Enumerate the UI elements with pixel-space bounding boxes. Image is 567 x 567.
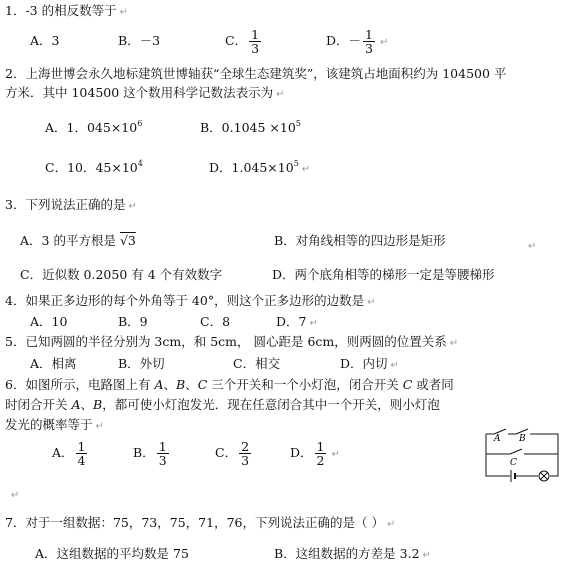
- q6-option-a: A． $\frac{1}{4}$: [52, 439, 86, 468]
- q2-line1: 2．上海世博会永久地标建筑世博轴获“全球生态建筑奖”，该建筑占地面积约为 104500 平: [5, 66, 507, 81]
- q5-option-c: C．相交: [233, 356, 281, 371]
- q1-stem: 1．-3 的相反数等于 ↵: [5, 3, 128, 18]
- paragraph-mark: ↵: [119, 7, 128, 18]
- q6-option-d: D． $\frac{1}{2}$ ↵: [290, 439, 340, 468]
- q5-stem: 5．已知两圆的半径分别为 3cm，和 5cm， 圆心距是 6cm，则两圆的位置关系 ↵: [5, 334, 459, 349]
- q3-option-d: D．两个底角相等的梯形一定是等腰梯形: [272, 267, 495, 282]
- q6-line1: 6．如图所示，电路图上有 A、B、C 三个开关和一个小灯泡，闭合开关 C 或者同: [5, 377, 454, 392]
- q2-line2: 方米．其中 104500 这个数用科学记数法表示为 ↵: [5, 85, 285, 100]
- q7-option-b: B．这组数据的方差是 3.2 ↵: [274, 546, 431, 561]
- switch-c-label: C: [510, 458, 517, 468]
- q6-line3: 发光的概率等于 ↵: [5, 417, 104, 432]
- switch-c-blade: [510, 449, 522, 454]
- q1-option-b: B．－3: [118, 33, 161, 48]
- paragraph-mark: ↵: [11, 490, 20, 501]
- q5-option-d: D．内切 ↵: [340, 356, 399, 371]
- q4-stem: 4．如果正多边形的每个外角等于 40°，则这个正多边形的边数是 ↵: [5, 293, 376, 308]
- q2-option-a: A．1．$045\times 10^6$: [45, 119, 143, 135]
- switch-a-label: A: [494, 434, 501, 444]
- q6-option-b: B． $\frac{1}{3}$: [133, 439, 167, 468]
- q5-option-b: B．外切: [118, 356, 165, 371]
- q3-option-b: B．对角线相等的四边形是矩形: [274, 233, 446, 248]
- q4-option-c: C．8: [200, 314, 231, 329]
- q1-option-a: A．3: [30, 33, 60, 48]
- q4-option-a: A．10: [30, 314, 68, 329]
- q5-option-a: A．相离: [30, 356, 77, 371]
- q2-option-c: C．10．$45\times 10^4$: [45, 159, 143, 175]
- circuit-diagram: [480, 428, 564, 486]
- q2-option-d: D．$1.045\times 10^5↵$: [209, 159, 311, 175]
- q7-stem: 7．对于一组数据：75，73，75，71，76，下列说法正确的是（ ） ↵: [5, 515, 396, 530]
- q4-option-b: B．9: [118, 314, 148, 329]
- q1-option-d: D．－ $\frac{1}{3}$ ↵: [326, 27, 389, 56]
- q4-option-d: D．7 ↵: [276, 314, 318, 329]
- q6-line2: 时闭合开关 A、B，都可使小灯泡发光．现在任意闭合其中一个开关，则小灯泡: [5, 397, 440, 412]
- q6-option-c: C． $\frac{2}{3}$: [215, 439, 250, 468]
- sqrt-3: √3: [119, 233, 136, 248]
- q7-option-a: A．这组数据的平均数是 75: [35, 546, 189, 561]
- q3-option-a: A．3 的平方根是 √3: [20, 233, 136, 248]
- q2-option-b: B．$0.1045 \times 10^5$: [200, 119, 301, 135]
- q3-stem: 3．下列说法正确的是 ↵: [5, 197, 137, 212]
- q1-option-c: C． $\frac{1}{3}$: [225, 27, 260, 56]
- circuit-wire-right: [538, 434, 558, 476]
- q3-option-c: C．近似数 0.2050 有 4 个有效数字: [20, 267, 223, 282]
- switch-b-label: B: [519, 434, 526, 444]
- paragraph-mark: ↵: [528, 241, 537, 252]
